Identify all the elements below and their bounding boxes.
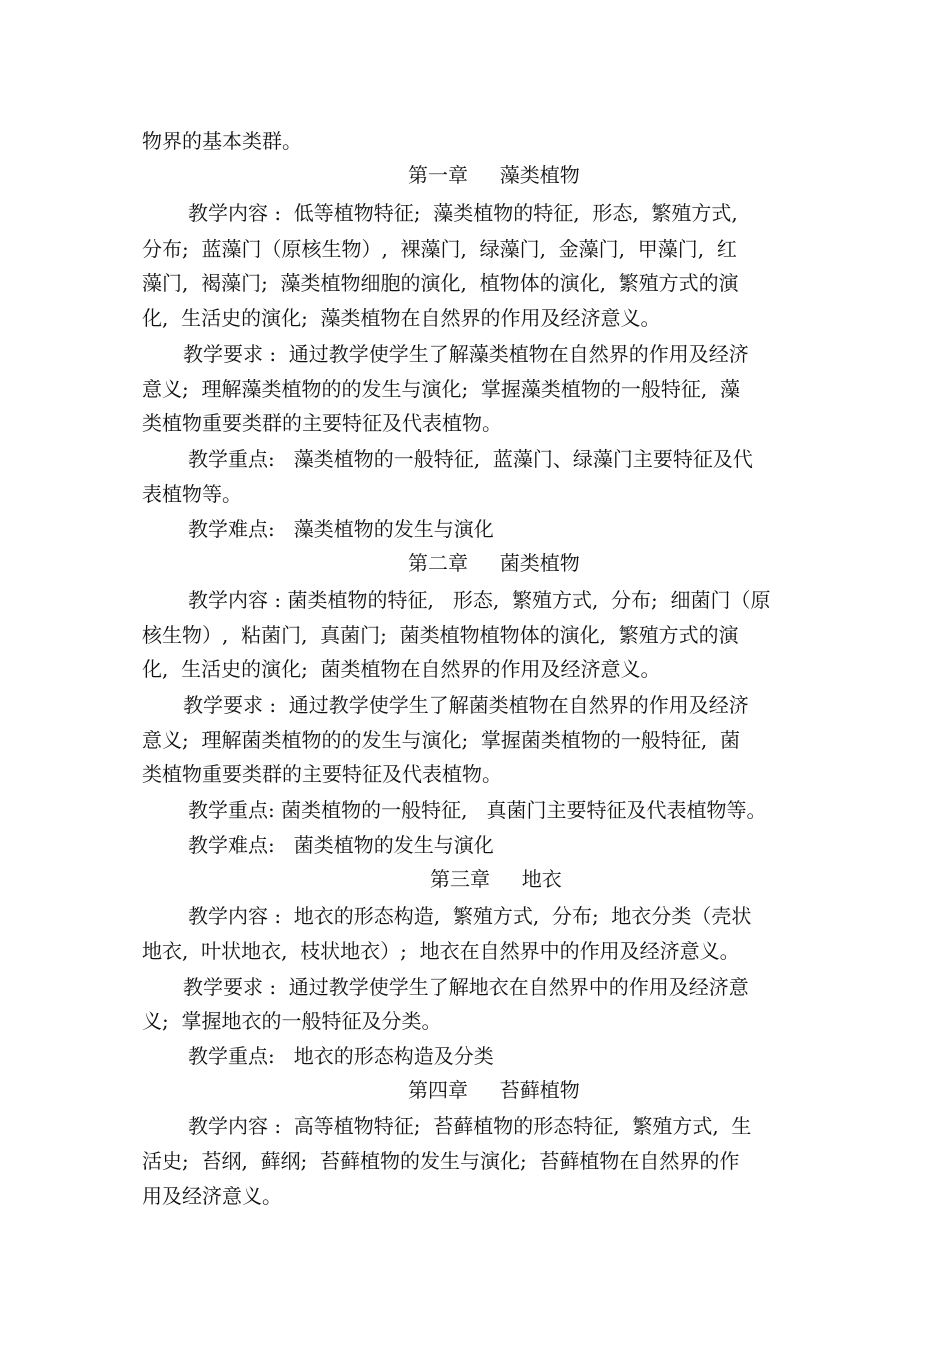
ch2-difficulties-line-1: 教学难点: 菌类植物的发生与演化 [188, 833, 494, 857]
ch4-content-line-3: 用及经济意义。 [142, 1184, 282, 1208]
ch1-content-line-1: 教学内容 : 低等植物特征; 藻类植物的特征, 形态, 繁殖方式, [188, 201, 738, 225]
ch1-content-line-4: 化, 生活史的演化; 藻类植物在自然界的作用及经济意义。 [142, 306, 661, 330]
ch3-content-line-1: 教学内容 : 地衣的形态构造, 繁殖方式, 分布; 地衣分类（壳状 [188, 904, 752, 928]
intro-tail: 物界的基本类群。 [142, 129, 302, 153]
ch3-requirements-line-1: 教学要求 : 通过教学使学生了解地衣在自然界中的作用及经济意 [183, 975, 749, 999]
ch1-content-line-3: 藻门, 褐藻门; 藻类植物细胞的演化, 植物体的演化, 繁殖方式的演 [142, 271, 739, 295]
chapter-4-title: 第四章 苔藓植物 [408, 1078, 580, 1102]
ch2-keypoints-line-1: 教学重点: 菌类植物的一般特征, 真菌门主要特征及代表植物等。 [188, 798, 767, 822]
ch2-content-line-3: 化, 生活史的演化; 菌类植物在自然界的作用及经济意义。 [142, 657, 661, 681]
ch1-keypoints-line-1: 教学重点: 藻类植物的一般特征, 蓝藻门、绿藻门主要特征及代 [188, 447, 753, 471]
ch1-requirements-line-2: 意义; 理解藻类植物的的发生与演化; 掌握藻类植物的一般特征, 藻 [142, 377, 740, 401]
ch1-requirements-line-3: 类植物重要类群的主要特征及代表植物。 [142, 411, 502, 435]
ch3-content-line-2: 地衣, 叶状地衣, 枝状地衣）; 地衣在自然界中的作用及经济意义。 [142, 939, 740, 963]
ch2-requirements-line-3: 类植物重要类群的主要特征及代表植物。 [142, 762, 502, 786]
ch2-requirements-line-1: 教学要求 : 通过教学使学生了解菌类植物在自然界的作用及经济 [183, 693, 749, 717]
ch1-content-line-2: 分布; 蓝藻门（原核生物）, 裸藻门, 绿藻门, 金藻门, 甲藻门, 红 [142, 237, 737, 261]
ch2-requirements-line-2: 意义; 理解菌类植物的的发生与演化; 掌握菌类植物的一般特征, 菌 [142, 728, 740, 752]
ch1-requirements-line-1: 教学要求 : 通过教学使学生了解藻类植物在自然界的作用及经济 [183, 342, 749, 366]
chapter-2-title: 第二章 菌类植物 [408, 551, 580, 575]
ch4-content-line-1: 教学内容 : 高等植物特征; 苔藓植物的形态特征, 繁殖方式, 生 [188, 1114, 752, 1138]
ch1-difficulties-line-1: 教学难点: 藻类植物的发生与演化 [188, 517, 494, 541]
ch3-requirements-line-2: 义; 掌握地衣的一般特征及分类。 [142, 1009, 442, 1033]
ch3-keypoints-line-1: 教学重点: 地衣的形态构造及分类 [188, 1044, 494, 1068]
ch4-content-line-2: 活史; 苔纲, 藓纲; 苔藓植物的发生与演化; 苔藓植物在自然界的作 [142, 1149, 740, 1173]
ch2-content-line-1: 教学内容 : 菌类植物的特征, 形态, 繁殖方式, 分布; 细菌门（原 [188, 588, 771, 612]
ch1-keypoints-line-2: 表植物等。 [142, 482, 242, 506]
ch2-content-line-2: 核生物）, 粘菌门, 真菌门; 菌类植物植物体的演化, 繁殖方式的演 [142, 623, 739, 647]
chapter-3-title: 第三章 地衣 [430, 867, 562, 891]
chapter-1-title: 第一章 藻类植物 [408, 163, 580, 187]
